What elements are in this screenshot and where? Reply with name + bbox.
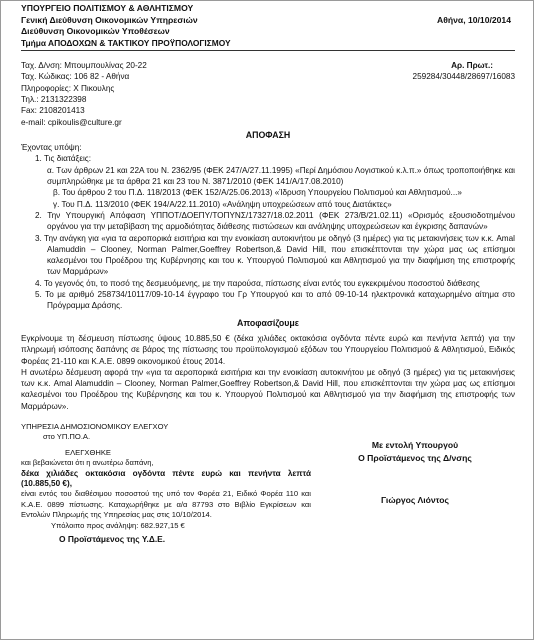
item-1c: γ. Του Π.Δ. 113/2010 (ΦΕΚ 194/Α/22.11.2010) «Ανάληψη υποχρεώσεων από τους Διατάκτες» (53, 199, 392, 209)
audit-certified: και βεβαιώνεται ότι η ανωτέρω δαπάνη, (21, 458, 154, 468)
item-1: 1. Τις διατάξεις: (35, 154, 92, 164)
directorate: Διεύθυνση Οικονομικών Υποθέσεων (21, 26, 170, 37)
item-2: 2. Την Υπουργική Απόφαση ΥΠΠΟΤ/ΔΟΕΠΥ/ΤΟΠΥΝΣ/17327/18.02.2011 (ΦΕΚ 273/Β/21.02.11) «Ορισμός εξουσιοδοτημένου οργάνου για την μεταβίβαση της αρμοδιότητας διάθεσης πιστώσεων και ανάληψης υποχρεώσεων και έγκρισης δαπανών» (35, 210, 515, 232)
protocol-label: Αρ. Πρωτ.: (451, 61, 493, 71)
audit-budget: είναι εντός του διαθέσιμου ποσοστού της υπό τον Φορέα 21, Ειδικό Φορέα 110 και Κ.Α.Ε. 0899 πίστωσης. Καταχωρήθηκε με α/α 87793 στο Βιβλίο Εγκρίσεων και Εντολών Πληρωμής της Υπηρεσίας μας στις 10/10/2014. (21, 489, 311, 520)
address: Ταχ. Δ/νση: Μπουμπουλίνας 20-22 (21, 61, 147, 71)
audit-block (21, 422, 311, 544)
audit-head: Ο Προϊστάμενος της Υ.Δ.Ε. (59, 534, 166, 545)
item-5: 5. Το με αριθμό 258734/10117/09-10-14 έγγραφο του Γρ Υπουργού και το από 09-10-14 ηλεκτρονικά καταχωρημένο αίτημα στο Πρόγραμμα Δράσης. (35, 290, 515, 311)
audit-service: ΥΠΗΡΕΣΙΑ ΔΗΜΟΣΙΟΝΟΜΙΚΟΥ ΕΛΕΓΧΟΥ (21, 421, 169, 431)
item-1b: β. Του άρθρου 2 του Π.Δ. 118/2013 (ΦΕΚ 152/Α/25.06.2013) «Ίδρυση Υπουργείου Πολιτισμού και Αθλητισμού...» (53, 188, 462, 198)
fax: Fax: 2108201413 (21, 106, 85, 116)
postcode: Ταχ. Κώδικας: 106 82 - Αθήνα (21, 72, 130, 82)
ministry-name: ΥΠΟΥΡΓΕΙΟ ΠΟΛΙΤΙΣΜΟΥ & ΑΘΛΗΤΙΣΜΟΥ (21, 3, 194, 13)
decide-paragraph-1: Εγκρίνουμε τη δέσμευση πίστωσης ύψους 10.885,50 € (δέκα χιλιάδες οκτακόσια ογδόντα πέντε ευρώ και πενήντα λεπτά) για την πληρωμή ισόποσης δαπάνης σε βάρος της πίστωσης του προϋπολογισμού εξόδων του Υπουργείου Πολιτισμού & Αθλητισμού, Ειδικός Φορέας 21-110 και Κ.Α.Ε. 0899 οικονομικού έτους 2014. (21, 333, 515, 366)
audit-checked: ΕΛΕΓΧΘΗΚΕ (65, 447, 111, 457)
audit-amount-words: δέκα χιλιάδες οκτακόσια ογδόντα πέντε ευρώ και πενήντα λεπτά (10.885,50 €), (21, 468, 311, 489)
item-1a: α. Των άρθρων 21 και 22Α του Ν. 2362/95 (ΦΕΚ 247/Α/27.11.1995) «Περί Δημόσιου Λογιστικού κ.λ.π.» όπως τροποποιήθηκε και συμπληρώθηκε με τα άρθρα 21 και 23 του Ν. 3871/2010 (ΦΕΚ 141/Α/17.08.2010) (47, 165, 515, 187)
footer (21, 422, 515, 544)
item-4: 4. Το γεγονός ότι, το ποσό της δεσμευόμενης, με την παρούσα, πίστωσης είναι εντός του εγκεκριμένου ποσοστού διάθεσης (35, 278, 480, 288)
email: e-mail: cpikoulis@culture.gr (21, 117, 122, 127)
decision-title: ΑΠΟΦΑΣΗ (245, 129, 291, 140)
department: Τμήμα ΑΠΟΔΟΧΩΝ & ΤΑΚΤΙΚΟΥ ΠΡΟΫΠΟΛΟΓΙΣΜΟΥ (21, 38, 515, 51)
decide-paragraph-2: Η ανωτέρω δέσμευση αφορά την «για τα αεροπορικά εισιτήρια και την ενοικίαση αυτοκινήτου με οδηγό (3 ημέρες) για τις μετακινήσεις των κ.κ. Amal Alamuddin – Clooney, Norman Palmer,Goeffrey Robertson,& David Hill, που επισκέπτονται την χώρα μας ως επίσημοι καλεσμένοι του Προέδρου της Κυβέρνησης και του κ. Υπουργού Πολιτισμού και Αθλητισμού για την διαφήμιση της επιστροφής των Μαρμάρων». (21, 367, 515, 411)
info-contact: Πληροφορίες: Χ Πικουλης (21, 83, 115, 93)
signature-head: Ο Προϊστάμενος της Δ/νσης (358, 453, 472, 464)
audit-balance: Υπόλοιπο προς ανάληψη: 682.927,15 € (51, 520, 185, 530)
decide-title: Αποφασίζουμε (237, 317, 299, 328)
place-date: Αθήνα, 10/10/2014 (437, 14, 511, 25)
general-directorate: Γενική Διεύθυνση Οικονομικών Υπηρεσιών (21, 14, 198, 25)
signature-order: Με εντολή Υπουργού (371, 439, 459, 450)
document-body (21, 3, 515, 544)
protocol-number: 259284/30448/28697/16083 (412, 72, 515, 82)
signature-block (315, 422, 515, 544)
telephone: Τηλ.: 2131322398 (21, 94, 87, 104)
item-3: 3. Την ανάγκη για «για τα αεροπορικά εισιτήρια και την ενοικίαση αυτοκινήτου με οδηγό (3 ημέρες) για τις μετακινήσεις των κ.κ. Amal Alamuddin – Clooney, Norman Palmer,Goeffrey Robertson,& David Hill, που επισκέπτονται την χώρα μας ως επίσημοι καλεσμένοι του Προέδρου της Κυβέρνησης και του κ. Υπουργού Πολιτισμού και Αθλητισμού για την διαφήμιση της επιστροφής των Μαρμάρων» (35, 233, 515, 277)
signature-name: Γιώργος Λιόντος (381, 494, 449, 505)
audit-office: στο ΥΠ.ΠΟ.Α. (43, 432, 91, 442)
considering-label: Έχοντας υπόψη: (21, 143, 82, 153)
